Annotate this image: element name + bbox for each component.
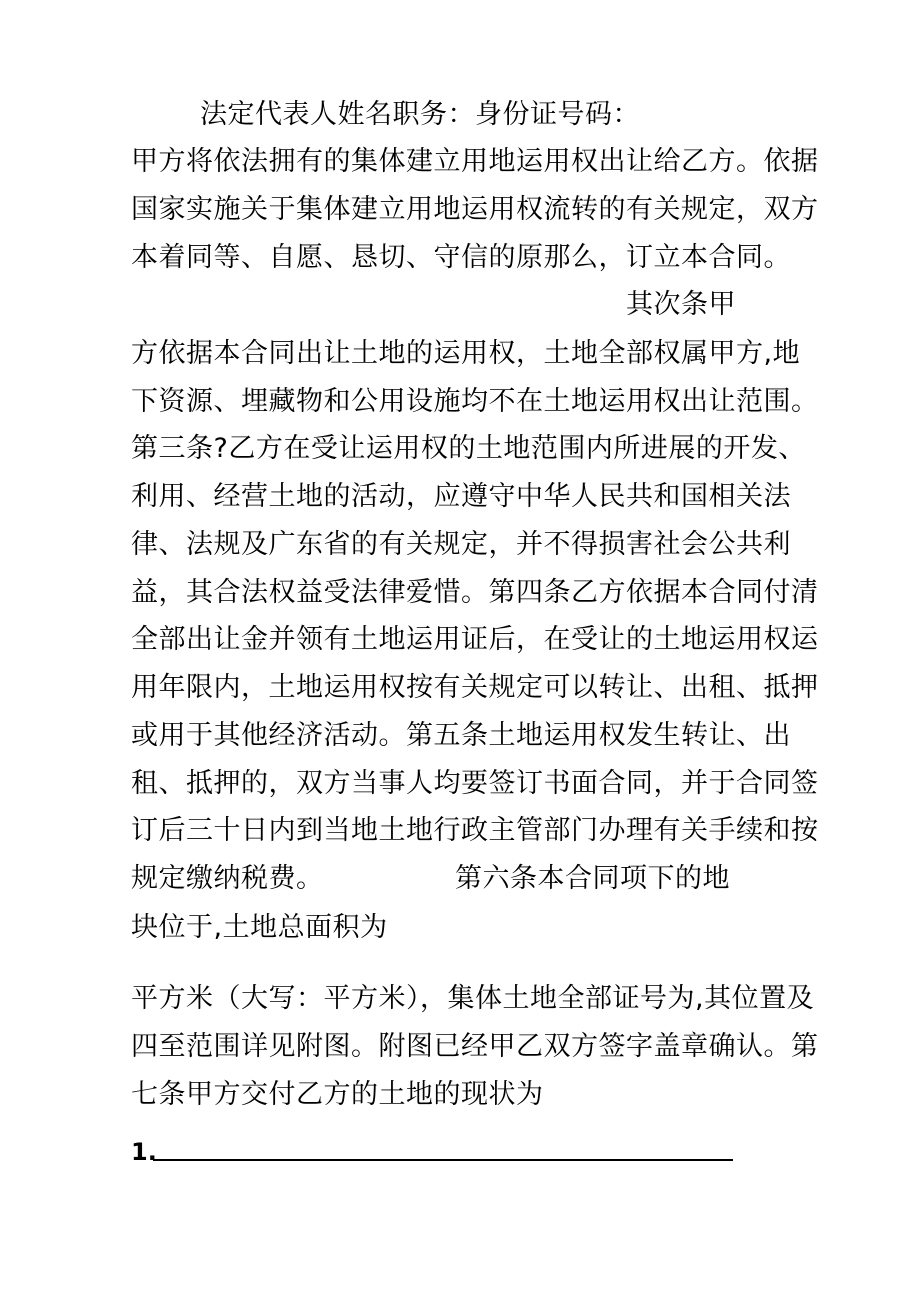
text-line: 块位于,土地总面积为 (131, 912, 388, 943)
text-line: 或用于其他经济活动。第五条土地运用权发生转让、出 (131, 720, 791, 751)
fill-in-item-1 (131, 1133, 733, 1169)
text-line: 租、抵押的，双方当事人均要签订书面合同，并于合同签 (131, 768, 819, 799)
item-number: 1. (131, 1138, 157, 1166)
text-line-representative: 法定代表人姓名职务：身份证号码： (200, 99, 640, 130)
text-line: 全部出让金并领有土地运用证后，在受让的土地运用权运 (131, 624, 819, 655)
text-line: 本着同等、自愿、恳切、守信的原那么，订立本合同。 (131, 242, 791, 273)
text-line: 第三条?乙方在受让运用权的土地范围内所进展的开发、 (131, 433, 806, 464)
text-line: 国家实施关于集体建立用地运用权流转的有关规定，双方 (131, 194, 819, 225)
text-line: 用年限内，土地运用权按有关规定可以转让、出租、抵押 (131, 672, 819, 703)
text-line: 益，其合法权益受法律爱惜。第四条乙方依据本合同付清 (131, 577, 819, 608)
text-line: 律、法规及广东省的有关规定，并不得损害社会公共利 (131, 529, 791, 560)
text-line: 利用、经营土地的活动，应遵守中华人民共和国相关法 (131, 481, 791, 512)
article-heading-2: 其次条甲 (626, 289, 736, 320)
text-line: 七条甲方交付乙方的土地的现状为 (131, 1079, 544, 1110)
article-heading-6: 第六条本合同项下的地 (455, 863, 730, 894)
text-line: 下资源、埋藏物和公用设施均不在土地运用权出让范围。 (131, 386, 819, 417)
text-line: 四至范围详见附图。附图已经甲乙双方签字盖章确认。第 (131, 1031, 819, 1062)
text-line: 规定缴纳税费。 (131, 863, 324, 894)
text-line: 订后三十日内到当地土地行政主管部门办理有关手续和按 (131, 815, 819, 846)
text-line: 平方米（大写：平方米），集体土地全部证号为,其位置及 (131, 983, 815, 1014)
text-line: 甲方将依法拥有的集体建立用地运用权出让给乙方。依据 (131, 146, 819, 177)
fill-in-underline (153, 1159, 733, 1161)
text-line: 方依据本合同出让土地的运用权，土地全部权属甲方,地 (131, 338, 801, 369)
